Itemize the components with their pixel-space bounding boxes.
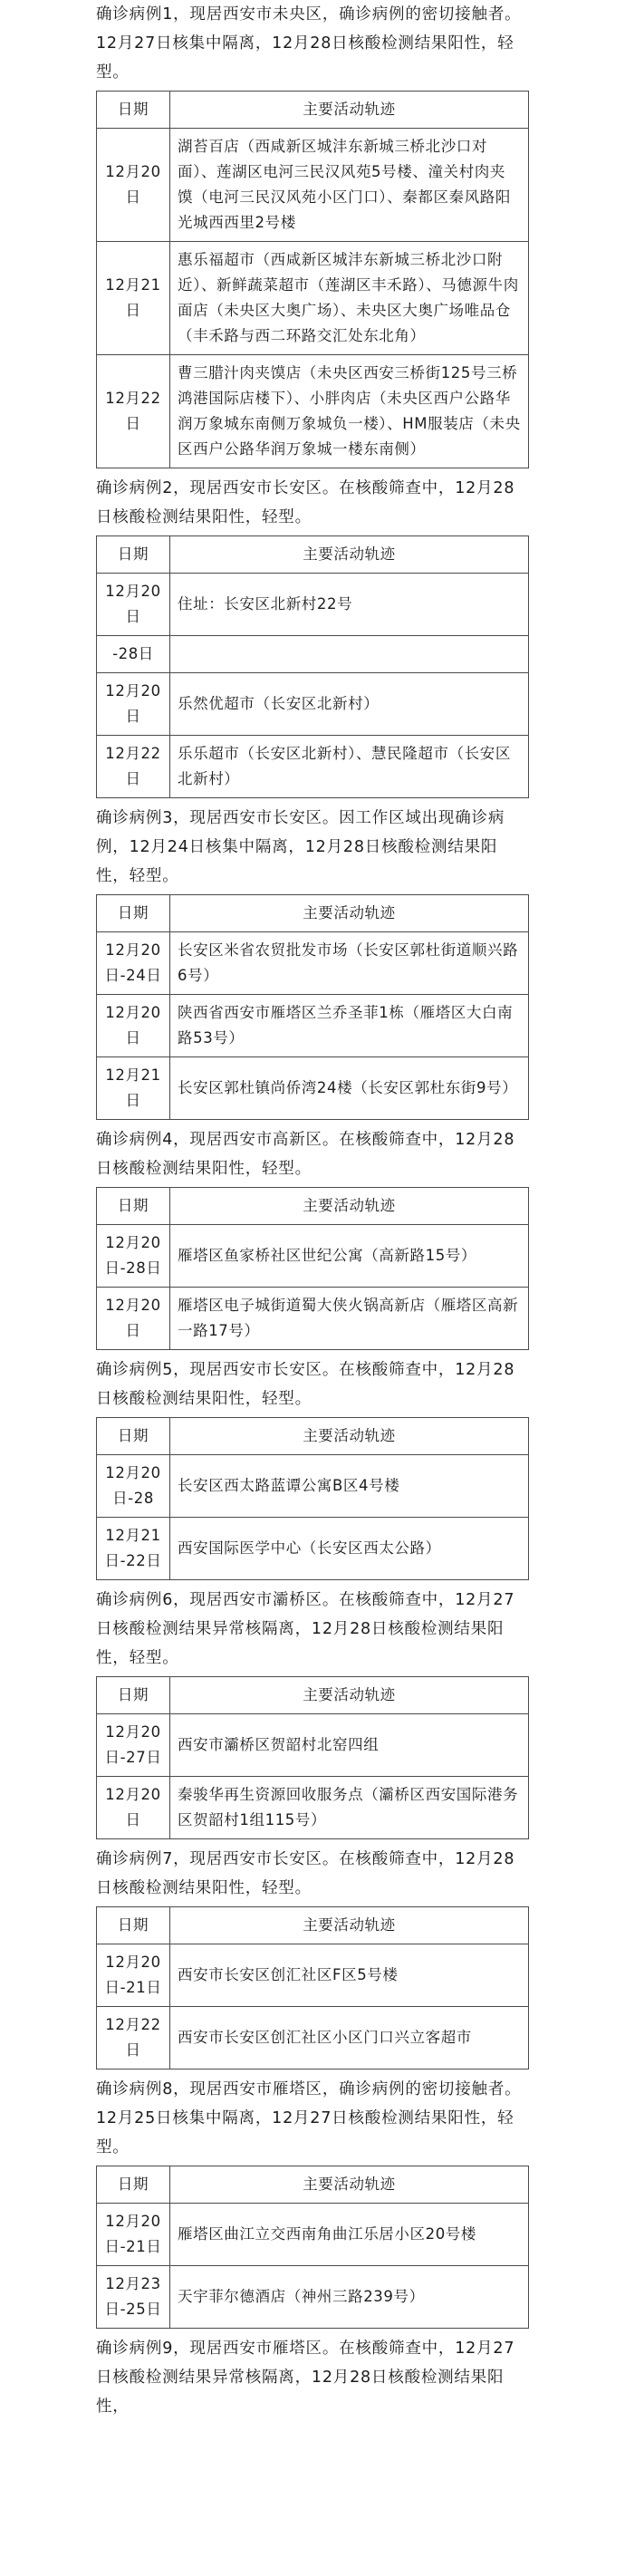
table-header-row xyxy=(97,92,529,129)
table-row xyxy=(97,355,529,468)
date-cell: 12月20日-28 xyxy=(97,1455,170,1518)
track-table xyxy=(96,1906,529,2069)
activity-cell: 湖苔百店（西咸新区城沣东新城三桥北沙口对面）、莲湖区电河三民汉风苑5号楼、潼关村肉夹馍（电河三民汉风苑小区门口）、秦都区秦风路阳光城西西里2号楼 xyxy=(170,129,529,242)
table-row xyxy=(97,574,529,636)
activity-cell: 雁塔区曲江立交西南角曲江乐居小区20号楼 xyxy=(170,2204,529,2266)
activity-column-header: 主要活动轨迹 xyxy=(170,2166,529,2204)
table-header-row xyxy=(97,1677,529,1714)
activity-cell: 惠乐福超市（西咸新区城沣东新城三桥北沙口附近）、新鲜蔬菜超市（莲湖区丰禾路）、马德源牛肉面店（未央区大奥广场）、未央区大奥广场唯品仓（丰禾路与西二环路交汇处东北角） xyxy=(170,242,529,355)
track-table xyxy=(96,894,529,1120)
date-cell: 12月20日-21日 xyxy=(97,2204,170,2266)
track-table xyxy=(96,1417,529,1580)
date-cell: 12月21日-22日 xyxy=(97,1518,170,1580)
date-column-header: 日期 xyxy=(97,536,170,574)
case-intro: 确诊病例6，现居西安市灞桥区。在核酸筛查中，12月27日核酸检测结果异常核隔离，12月28日核酸检测结果阳性，轻型。 xyxy=(96,1591,515,1667)
date-cell: 12月23日-25日 xyxy=(97,2266,170,2329)
table-row xyxy=(97,995,529,1057)
activity-cell: 雁塔区鱼家桥社区世纪公寓（高新路15号） xyxy=(170,1225,529,1288)
table-header-row xyxy=(97,2166,529,2204)
track-table xyxy=(96,91,529,468)
activity-column-header: 主要活动轨迹 xyxy=(170,1907,529,1944)
case-intro: 确诊病例1，现居西安市未央区，确诊病例的密切接触者。12月27日核集中隔离，12月28日核酸检测结果阳性，轻型。 xyxy=(96,5,522,82)
date-column-header: 日期 xyxy=(97,1677,170,1714)
case-intro: 确诊病例9，现居西安市雁塔区。在核酸筛查中，12月27日核酸检测结果异常核隔离，12月28日核酸检测结果阳性， xyxy=(96,2340,515,2416)
date-cell: 12月20日-28日 xyxy=(97,1225,170,1288)
table-row xyxy=(97,2007,529,2069)
date-column-header: 日期 xyxy=(97,1418,170,1455)
table-row xyxy=(97,736,529,798)
case-intro: 确诊病例7，现居西安市长安区。在核酸筛查中，12月28日核酸检测结果阳性，轻型。 xyxy=(96,1850,515,1897)
activity-column-header: 主要活动轨迹 xyxy=(170,1188,529,1225)
date-column-header: 日期 xyxy=(97,895,170,932)
table-header-row xyxy=(97,1188,529,1225)
date-cell: -28日 xyxy=(97,636,170,673)
table-row xyxy=(97,242,529,355)
table-row xyxy=(97,1225,529,1288)
date-cell: 12月20日 xyxy=(97,574,170,636)
table-header-row xyxy=(97,1418,529,1455)
table-row xyxy=(97,129,529,242)
date-cell: 12月22日 xyxy=(97,736,170,798)
date-cell: 12月20日 xyxy=(97,995,170,1057)
table-header-row xyxy=(97,1907,529,1944)
activity-cell: 住址：长安区北新村22号 xyxy=(170,574,529,636)
track-table xyxy=(96,535,529,798)
activity-cell: 西安市长安区创汇社区小区门口兴立客超市 xyxy=(170,2007,529,2069)
activity-cell: 秦骏华再生资源回收服务点（灞桥区西安国际港务区贺韶村1组115号） xyxy=(170,1777,529,1839)
track-table xyxy=(96,1187,529,1350)
activity-cell: 长安区米省农贸批发市场（长安区郭杜街道顺兴路6号） xyxy=(170,932,529,995)
date-cell: 12月20日 xyxy=(97,1777,170,1839)
activity-cell: 乐乐超市（长安区北新村）、慧民隆超市（长安区北新村） xyxy=(170,736,529,798)
case-intro: 确诊病例8，现居西安市雁塔区，确诊病例的密切接触者。12月25日核集中隔离，12月27日核酸检测结果阳性，轻型。 xyxy=(96,2080,522,2156)
activity-cell: 雁塔区电子城街道蜀大侠火锅高新店（雁塔区高新一路17号） xyxy=(170,1288,529,1350)
table-header-row xyxy=(97,536,529,574)
activity-cell: 长安区西太路蓝谭公寓B区4号楼 xyxy=(170,1455,529,1518)
table-row xyxy=(97,1777,529,1839)
activity-column-header: 主要活动轨迹 xyxy=(170,895,529,932)
date-cell: 12月20日 xyxy=(97,129,170,242)
track-table xyxy=(96,2166,529,2329)
table-row xyxy=(97,2204,529,2266)
date-cell: 12月20日-24日 xyxy=(97,932,170,995)
date-cell: 12月22日 xyxy=(97,355,170,468)
table-row xyxy=(97,2266,529,2329)
activity-cell xyxy=(170,636,529,673)
activity-cell: 西安市长安区创汇社区F区5号楼 xyxy=(170,1944,529,2007)
track-table xyxy=(96,1676,529,1839)
table-row xyxy=(97,636,529,673)
case-intro: 确诊病例2，现居西安市长安区。在核酸筛查中，12月28日核酸检测结果阳性，轻型。 xyxy=(96,479,515,526)
date-cell: 12月20日-27日 xyxy=(97,1714,170,1777)
activity-column-header: 主要活动轨迹 xyxy=(170,1418,529,1455)
table-row xyxy=(97,673,529,736)
case-intro: 确诊病例3，现居西安市长安区。因工作区域出现确诊病例，12月24日核集中隔离，12月28日核酸检测结果阳性，轻型。 xyxy=(96,809,505,885)
table-header-row xyxy=(97,895,529,932)
table-row xyxy=(97,1288,529,1350)
activity-column-header: 主要活动轨迹 xyxy=(170,536,529,574)
date-cell: 12月20日-21日 xyxy=(97,1944,170,2007)
date-column-header: 日期 xyxy=(97,1188,170,1225)
activity-cell: 乐然优超市（长安区北新村） xyxy=(170,673,529,736)
table-row xyxy=(97,1455,529,1518)
date-cell: 12月20日 xyxy=(97,673,170,736)
table-row xyxy=(97,932,529,995)
date-cell: 12月21日 xyxy=(97,242,170,355)
date-cell: 12月21日 xyxy=(97,1057,170,1120)
date-column-header: 日期 xyxy=(97,2166,170,2204)
activity-cell: 天宇菲尔德酒店（神州三路239号） xyxy=(170,2266,529,2329)
case-intro: 确诊病例5，现居西安市长安区。在核酸筛查中，12月28日核酸检测结果阳性，轻型。 xyxy=(96,1361,515,1408)
activity-cell: 西安国际医学中心（长安区西太公路） xyxy=(170,1518,529,1580)
table-row xyxy=(97,1057,529,1120)
activity-column-header: 主要活动轨迹 xyxy=(170,1677,529,1714)
activity-cell: 曹三腊汁肉夹馍店（未央区西安三桥街125号三桥鸿港国际店楼下）、小胖肉店（未央区西户公路华润万象城东南侧万象城负一楼）、HM服装店（未央区西户公路华润万象城一楼东南侧） xyxy=(170,355,529,468)
activity-column-header: 主要活动轨迹 xyxy=(170,92,529,129)
date-cell: 12月20日 xyxy=(97,1288,170,1350)
date-column-header: 日期 xyxy=(97,1907,170,1944)
table-row xyxy=(97,1518,529,1580)
case-intro: 确诊病例4，现居西安市高新区。在核酸筛查中，12月28日核酸检测结果阳性，轻型。 xyxy=(96,1131,515,1178)
date-column-header: 日期 xyxy=(97,92,170,129)
table-row xyxy=(97,1944,529,2007)
table-row xyxy=(97,1714,529,1777)
activity-cell: 西安市灞桥区贺韶村北窑四组 xyxy=(170,1714,529,1777)
activity-cell: 陕西省西安市雁塔区兰乔圣菲1栋（雁塔区大白南路53号） xyxy=(170,995,529,1057)
activity-cell: 长安区郭杜镇尚侨湾24楼（长安区郭杜东街9号） xyxy=(170,1057,529,1120)
date-cell: 12月22日 xyxy=(97,2007,170,2069)
